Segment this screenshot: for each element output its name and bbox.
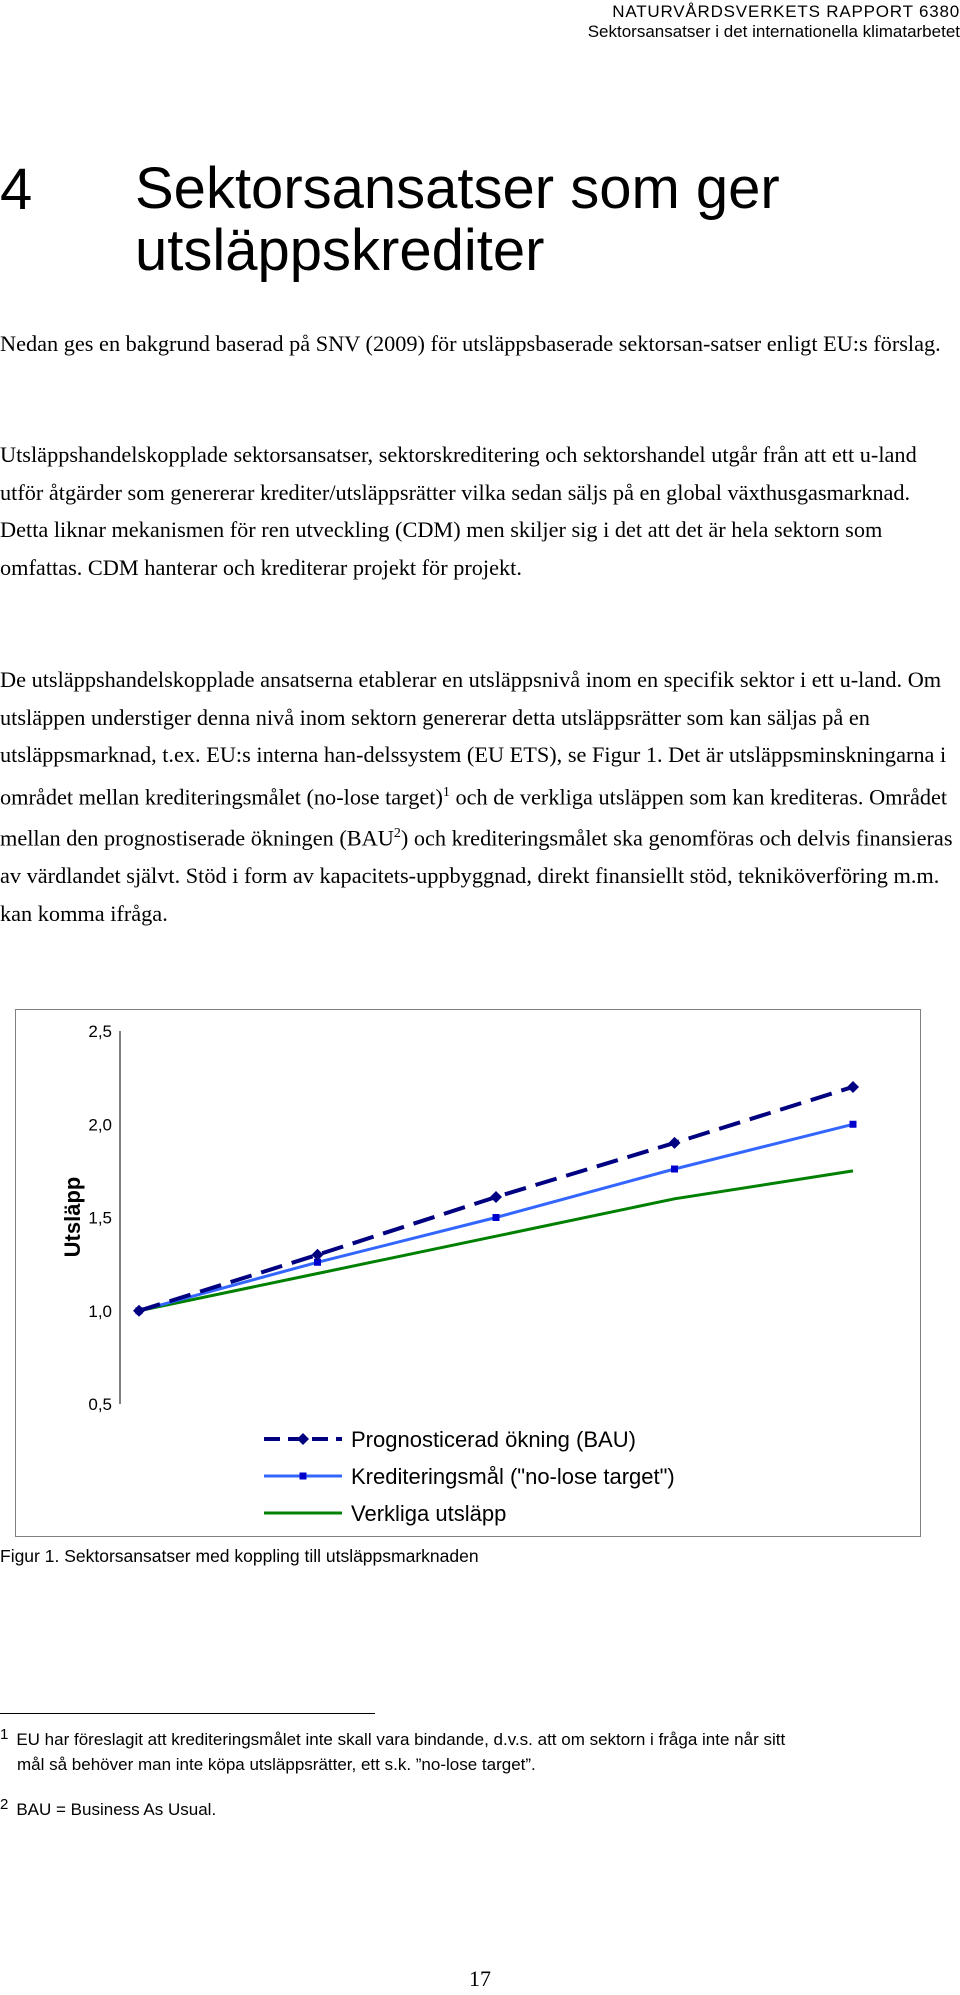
paragraph-2-part-b: och de verkliga utsläppen som kan krediteras. Området mellan den prognostiserade ökningen (BAU — [0, 783, 948, 851]
footnote-1-line-1 — [0, 1728, 785, 1753]
legend-marker-target — [300, 1473, 307, 1480]
y-tick-label: 0,5 — [88, 1395, 112, 1414]
data-point-series-0 — [312, 1249, 324, 1261]
data-point-series-0 — [133, 1305, 145, 1317]
paragraph-2 — [0, 661, 960, 932]
footnote-divider — [0, 1713, 375, 1714]
data-point-series-0 — [669, 1137, 681, 1149]
paragraph-1-text: Utsläppshandelskopplade sektorsansatser, sektorskreditering och sektorshandel utgår från att ett u-land utför åtgärder som genererar krediter/utsläppsrätter vilka sedan säljs på en global växthusgasmarknad. Detta liknar mekanismen för ren utveckling (CDM) men skiljer sig i det att det är hela sektorn som omfattas. CDM hanterar och krediterar projekt för projekt. — [0, 442, 917, 580]
footnote-1-number: 1 — [0, 1726, 9, 1743]
data-point-series-1 — [493, 1214, 500, 1221]
footnote-1 — [0, 1728, 785, 1777]
legend-label-target: Krediteringsmål ("no-lose target") — [351, 1464, 675, 1489]
intro-text: Nedan ges en bakgrund baserad på SNV (2009) för utsläppsbaserade sektorsan-satser enligt EU:s förslag. — [0, 331, 941, 356]
footnote-1-text-b: mål så behöver man inte köpa utsläppsrätter, ett s.k. ”no-lose target”. — [17, 1755, 536, 1774]
y-tick-label: 2,5 — [88, 1022, 112, 1041]
data-point-series-1 — [671, 1166, 678, 1173]
chapter-number: 4 — [0, 157, 33, 222]
data-point-series-0 — [490, 1191, 502, 1203]
footnote-ref-2[interactable]: 2 — [393, 826, 401, 842]
legend-item-target — [264, 1464, 675, 1489]
chapter-title: Sektorsansatser som ger utsläppskrediter — [135, 156, 780, 283]
page-number: 17 — [469, 1966, 491, 1991]
paragraph-2-part-a: De utsläppshandelskopplade ansatserna etablerar en utsläppsnivå inom en specifik sektor i ett u-land. Om utsläppen understiger denna nivå inom sektorn genererar detta utsläppsrätter som kan säljas på en utsläppsmarknad, t.ex. EU:s interna han-delssystem (EU ETS), se Figur 1. Det är utsläppsminskningarna i området mellan krediteringsmålet (no-lose target) — [0, 667, 947, 809]
legend-label-bau: Prognosticerad ökning (BAU) — [351, 1427, 636, 1452]
intro-paragraph — [0, 325, 960, 363]
paragraph-2-text — [0, 661, 960, 932]
report-title: NATURVÅRDSVERKETS RAPPORT 6380 — [612, 2, 960, 21]
figure-1 — [15, 1009, 921, 1537]
y-axis-label: Utsläpp — [60, 1176, 85, 1258]
figure-caption: Figur 1. Sektorsansatser med koppling till utsläppsmarknaden — [0, 1546, 479, 1566]
paragraph-1 — [0, 436, 960, 586]
y-tick-label: 1,0 — [88, 1301, 112, 1321]
legend-item-bau — [264, 1427, 636, 1452]
data-point-series-0 — [847, 1081, 859, 1093]
paragraph-2-part-c: ) och krediteringsmålet ska genomföras och delvis finansieras av värdlandet självt. Stöd i form av kapacitets-uppbyggnad, direkt finansiellt stöd, tekniköverföring m.m. kan komma ifråga. — [0, 825, 953, 926]
y-tick-label: 1,5 — [88, 1208, 112, 1228]
footnote-ref-1[interactable]: 1 — [442, 784, 450, 800]
footnote-2 — [0, 1798, 216, 1823]
data-point-series-1 — [850, 1121, 857, 1128]
legend-label-actual: Verkliga utsläpp — [351, 1501, 507, 1526]
running-header — [588, 2, 960, 42]
series-layer — [133, 1081, 859, 1317]
y-tick-label: 2,0 — [88, 1115, 112, 1135]
report-subtitle: Sektorsansatser i det internationella klimatarbetet — [587, 22, 960, 41]
footnote-2-number: 2 — [0, 1796, 9, 1813]
legend-marker-bau — [297, 1433, 309, 1445]
footnote-2-text: BAU = Business As Usual. — [16, 1800, 217, 1819]
legend-item-actual — [264, 1501, 506, 1526]
footnote-1-text-a: EU har föreslagit att krediteringsmålet inte skall vara bindande, d.v.s. att om sektorn i fråga inte når sitt — [16, 1730, 786, 1749]
legend — [264, 1427, 675, 1526]
line-chart — [16, 1010, 920, 1536]
y-tick-labels — [88, 1022, 112, 1414]
